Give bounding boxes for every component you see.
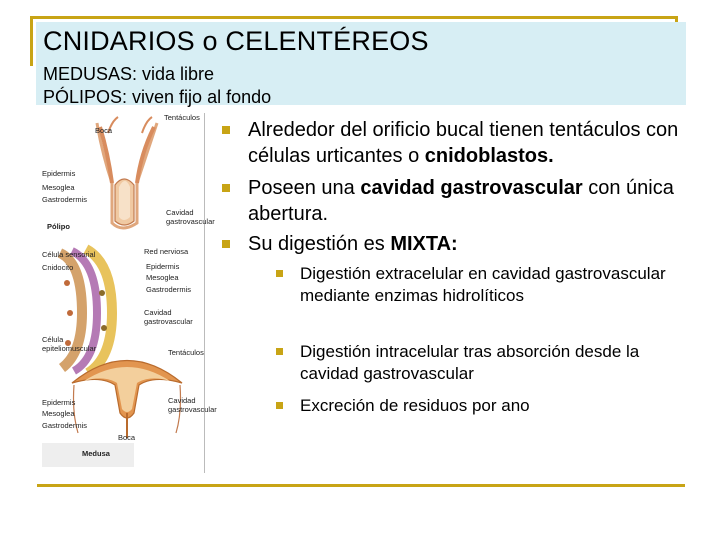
bullet-3-text: Su digestión es [248, 233, 391, 255]
subbullet-1 [300, 263, 685, 307]
polipos-line: PÓLIPOS: viven fijo al fondo [43, 87, 272, 107]
label-boca-top: Boca [95, 126, 113, 135]
label-epiteliomuscular: epiteliomuscular [42, 344, 97, 353]
bullet-square-icon [222, 184, 230, 192]
medusa-drawing [72, 361, 182, 439]
cnidarian-illustration [42, 113, 217, 473]
label-boca-bottom: Boca [118, 433, 136, 442]
label-epidermis-2: Epidermis [146, 262, 180, 271]
subbullet-square-icon [276, 348, 283, 355]
label-gastrovascular-2: gastrovascular [144, 317, 193, 326]
subbullet-square-icon [276, 270, 283, 277]
label-gastrovascular-3: gastrovascular [168, 405, 217, 414]
frame-bottom-line [37, 484, 685, 487]
label-medusa: Medusa [82, 449, 110, 458]
subbullet-square-icon [276, 402, 283, 409]
label-celula: Célula [42, 335, 64, 344]
label-cnidocito: Cnidocito [42, 263, 74, 272]
subbullet-1-text: Digestión extracelular en cavidad gastrovascular mediante enzimas hidrolíticos [300, 264, 666, 305]
label-gastrodermis-2: Gastrodermis [146, 285, 192, 294]
subbullet-3 [300, 395, 685, 417]
label-red-nerviosa: Red nerviosa [144, 247, 189, 256]
label-epidermis-1: Epidermis [42, 169, 76, 178]
subbullet-3-text: Excreción de residuos por ano [300, 396, 530, 415]
frame-top-line [30, 16, 678, 19]
label-cavidad-1: Cavidad [166, 208, 194, 217]
label-gastrovascular-1: gastrovascular [166, 217, 215, 226]
slide-title: CNIDARIOS o CELENTÉREOS [43, 26, 429, 56]
subbullet-2 [300, 341, 685, 385]
label-cavidad-2: Cavidad [144, 308, 172, 317]
bullet-2-bold: cavidad gastrovascular [360, 177, 583, 199]
bullet-1-text: Alrededor del orificio bucal tienen tentáculos con células urticantes o [248, 119, 679, 167]
bullet-square-icon [222, 240, 230, 248]
label-gastrodermis-1: Gastrodermis [42, 195, 88, 204]
label-mesoglea-1: Mesoglea [42, 183, 75, 192]
bullet-3 [248, 231, 688, 257]
label-mesoglea-2: Mesoglea [146, 273, 179, 282]
bullet-square-icon [222, 126, 230, 134]
label-polipo: Pólipo [47, 222, 70, 231]
bullet-1-bold: cnidoblastos. [424, 145, 554, 167]
label-celula-sensorial: Célula sensorial [42, 250, 96, 259]
bullet-2-post: con única abertura. [248, 177, 674, 225]
label-cavidad-3: Cavidad [168, 396, 196, 405]
bullet-2 [248, 175, 688, 227]
label-tentaculos-top: Tentáculos [164, 113, 200, 122]
label-epidermis-3: Epidermis [42, 398, 76, 407]
bullet-2-text: Poseen una [248, 177, 361, 199]
medusas-line: MEDUSAS: vida libre [43, 64, 215, 84]
label-tentaculos-bottom: Tentáculos [168, 348, 204, 357]
frame-left-line [30, 16, 33, 66]
label-mesoglea-3: Mesoglea [42, 409, 75, 418]
subbullet-2-text: Digestión intracelular tras absorción desde la cavidad gastrovascular [300, 342, 640, 383]
bullet-1 [248, 117, 688, 169]
label-gastrodermis-3: Gastrodermis [42, 421, 88, 430]
bullet-3-bold: MIXTA: [390, 233, 458, 255]
